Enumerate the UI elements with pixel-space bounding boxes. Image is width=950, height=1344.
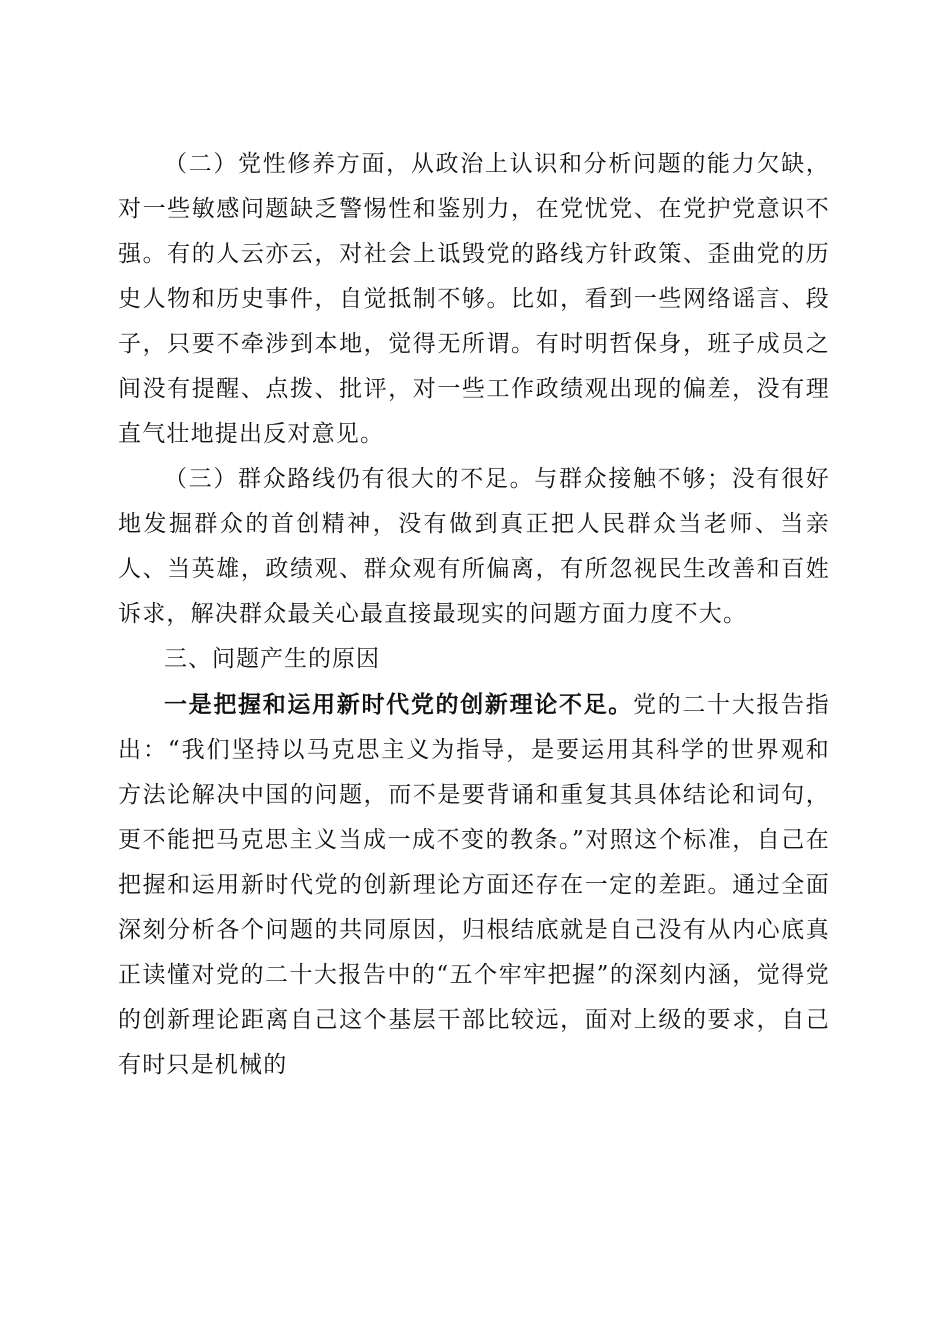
document-body <box>118 142 830 1088</box>
section-heading: 三、问题产生的原因 <box>164 646 380 672</box>
paragraph-text: （三）群众路线仍有很大的不足。与群众接触不够；没有很好地发掘群众的首创精神，没有做到真正把人民群众当老师、当亲人、当英雄，政绩观、群众观有所偏离，有所忽视民生改善和百姓诉求，解决群众最关心最直接最现实的问题方面力度不大。 <box>118 466 830 627</box>
paragraph-lead: 一是把握和运用新时代党的创新理论不足。 <box>164 691 633 718</box>
paragraph-party-spirit <box>118 142 830 457</box>
paragraph-mass-line <box>118 457 830 637</box>
paragraph-text: 党的二十大报告指出：“我们坚持以马克思主义为指导，是要运用其科学的世界观和方法论解决中国的问题，而不是要背诵和重复其具体结论和词句，更不能把马克思主义当成一成不变的教条。”对照这个标准，自己在把握和运用新时代党的创新理论方面还存在一定的差距。通过全面深刻分析各个问题的共同原因，归根结底就是自己没有从内心底真正读懂对党的二十大报告中的“五个牢牢把握”的深刻内涵，觉得党的创新理论距离自己这个基层干部比较远，面对上级的要求，自己有时只是机械的 <box>118 692 830 1078</box>
paragraph-cause-one <box>118 682 830 1088</box>
paragraph-text: （二）党性修养方面，从政治上认识和分析问题的能力欠缺，对一些敏感问题缺乏警惕性和鉴别力，在党忧党、在党护党意识不强。有的人云亦云，对社会上诋毁党的路线方针政策、歪曲党的历史人物和历史事件，自觉抵制不够。比如，看到一些网络谣言、段子，只要不牵涉到本地，觉得无所谓。有时明哲保身，班子成员之间没有提醒、点拨、批评，对一些工作政绩观出现的偏差，没有理直气壮地提出反对意见。 <box>118 151 830 447</box>
